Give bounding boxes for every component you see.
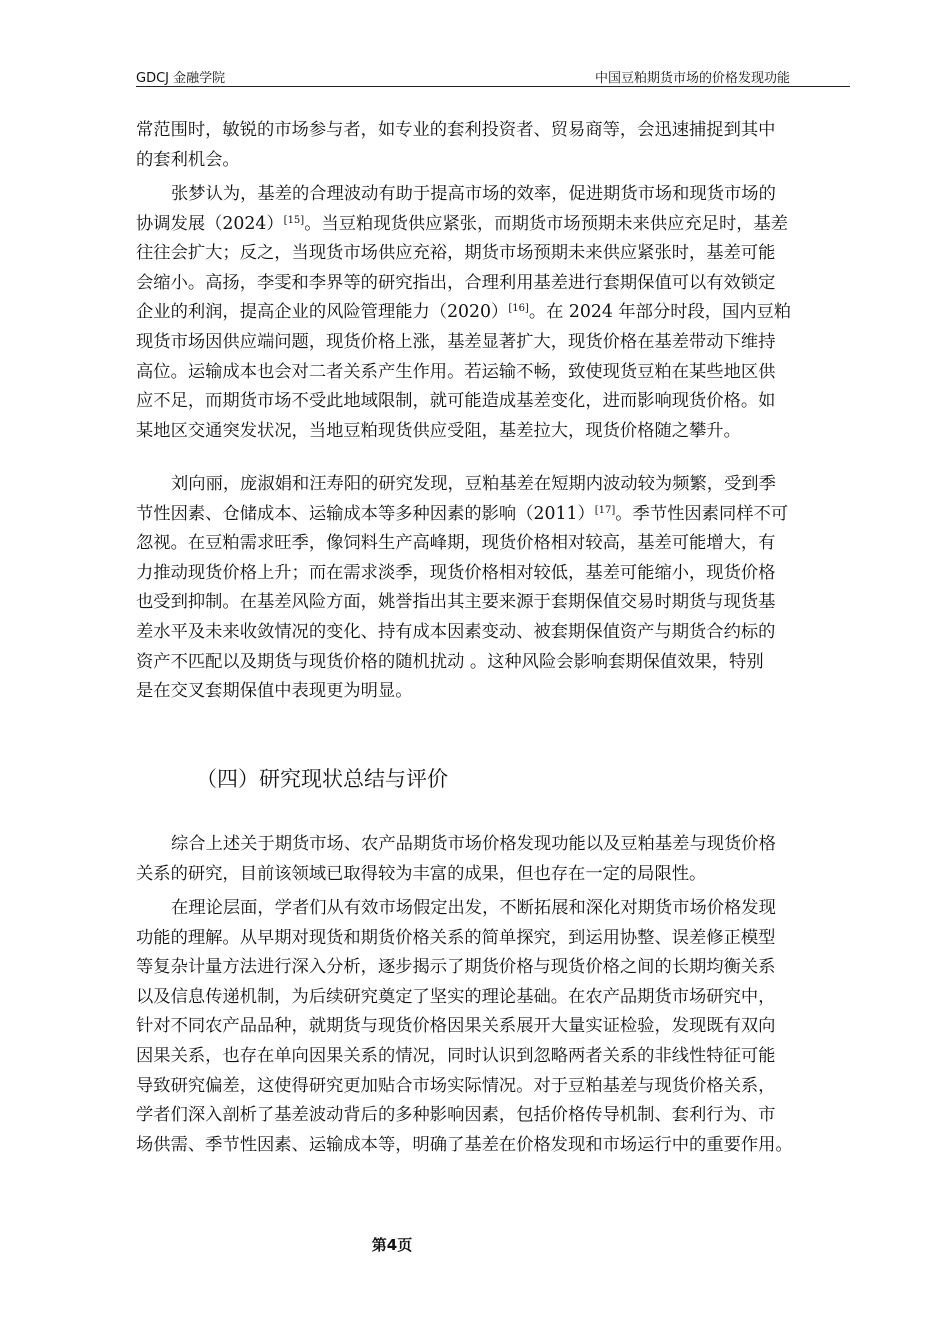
text-line: 张梦认为，基差的合理波动有助于提高市场的效率，促进期货市场和现货市场的 [171,184,776,204]
text-line: 的套利机会。 [136,149,240,170]
section-heading: （四）研究现状总结与评价 [196,767,448,791]
text-line: 会缩小。高扬，李雯和李界等的研究指出，合理利用基差进行套期保值可以有效锁定 [136,272,776,293]
text-line: 现货市场因供应端问题，现货价格上涨，基差显著扩大，现货价格在基差带动下维持 [136,331,776,352]
citation: [16] [508,303,529,315]
text-line: 也受到抑制。在基差风险方面，姚誉指出其主要来源于套期保值交易时期货与现货基 [136,592,776,613]
text-line: 往往会扩大；反之，当现货市场供应充裕，期货市场预期未来供应紧张时，基差可能 [136,243,776,264]
text-line: 功能的理解。从早期对现货和期货价格关系的简单探究，到运用协整、误差修正模型 [136,927,776,948]
paragraph-3 [136,470,846,707]
text-line: 某地区交通突发状况，当地豆粕现货供应受阻，基差拉大，现货价格随之攀升。 [136,420,741,441]
header-left: GDCJ 金融学院 [136,71,226,86]
text-line: 高位。运输成本也会对二者关系产生作用。若运输不畅，致使现货豆粕在某些地区供 [136,361,776,382]
text-line: 针对不同农产品品种，就期货与现货价格因果关系展开大量实证检验，发现既有双向 [136,1016,776,1037]
text-line: 关系的研究，目前该领域已取得较为丰富的成果，但也存在一定的局限性。 [136,863,707,884]
text-line: 因果关系，也存在单向因果关系的情况，同时认识到忽略两者关系的非线性特征可能 [136,1045,776,1066]
text-line: 应不足，而期货市场不受此地域限制，就可能造成基差变化，进而影响现货价格。如 [136,391,776,412]
citation: [15] [283,214,305,226]
text-line: 差水平及未来收敛情况的变化、持有成本因素变动、被套期保值资产与期货合约标的 [136,621,776,642]
text-line: 节性因素、仓储成本、运输成本等多种因素的影响（2011）[17]。季节性因素同样不可 [136,503,789,524]
text-line: 企业的利润，提高企业的风险管理能力（2020）[16]。在 2024 年部分时段，国内豆粕 [136,302,792,323]
text-line: 协调发展（2024）[15]。当豆粕现货供应紧张，而期货市场预期未来供应充足时，基差 [136,213,789,234]
text-line: 等复杂计量方法进行深入分析，逐步揭示了期货价格与现货价格之间的长期均衡关系 [136,957,776,978]
text-line: 以及信息传递机制，为后续研究奠定了坚实的理论基础。在农产品期货市场研究中， [136,986,776,1007]
text-line: 常范围时，敏锐的市场参与者，如专业的套利投资者、贸易商等，会迅速捕捉到其中 [136,120,776,140]
text-line: 学者们深入剖析了基差波动背后的多种影响因素，包括价格传导机制、套利行为、市 [136,1105,776,1126]
text-line: 场供需、季节性因素、运输成本等，明确了基差在价格发现和市场运行中的重要作用。 [136,1134,793,1155]
paragraph-5 [136,894,846,1160]
page-number: 第4页 [371,1236,413,1254]
text-line: 导致研究偏差，这使得研究更加贴合市场实际情况。对于豆粕基差与现货价格关系， [136,1075,776,1096]
text-line: 在理论层面，学者们从有效市场假定出发，不断拓展和深化对期货市场价格发现 [171,898,776,918]
text-line: 忽视。在豆粕需求旺季，像饲料生产高峰期，现货价格相对较高，基差可能增大，有 [136,533,776,554]
header-rule [136,86,850,87]
paragraph-2 [136,180,846,446]
paragraph-4 [136,830,846,889]
text-line: 综合上述关于期货市场、农产品期货市场价格发现功能以及豆粕基差与现货价格 [171,834,776,854]
text-line: 力推动现货价格上升；而在需求淡季，现货价格相对较低，基差可能缩小，现货价格 [136,562,776,583]
text-line: 刘向丽，庞淑娟和汪寿阳的研究发现，豆粕基差在短期内波动较为频繁，受到季 [171,474,776,494]
text-line: 资产不匹配以及期货与现货价格的随机扰动 。这种风险会影响套期保值效果，特别 [136,651,764,672]
header-right: 中国豆粕期货市场的价格发现功能 [594,71,790,86]
text-line: 是在交叉套期保值中表现更为明显。 [136,681,413,702]
paragraph-1 [136,116,846,175]
citation: [17] [594,504,616,516]
